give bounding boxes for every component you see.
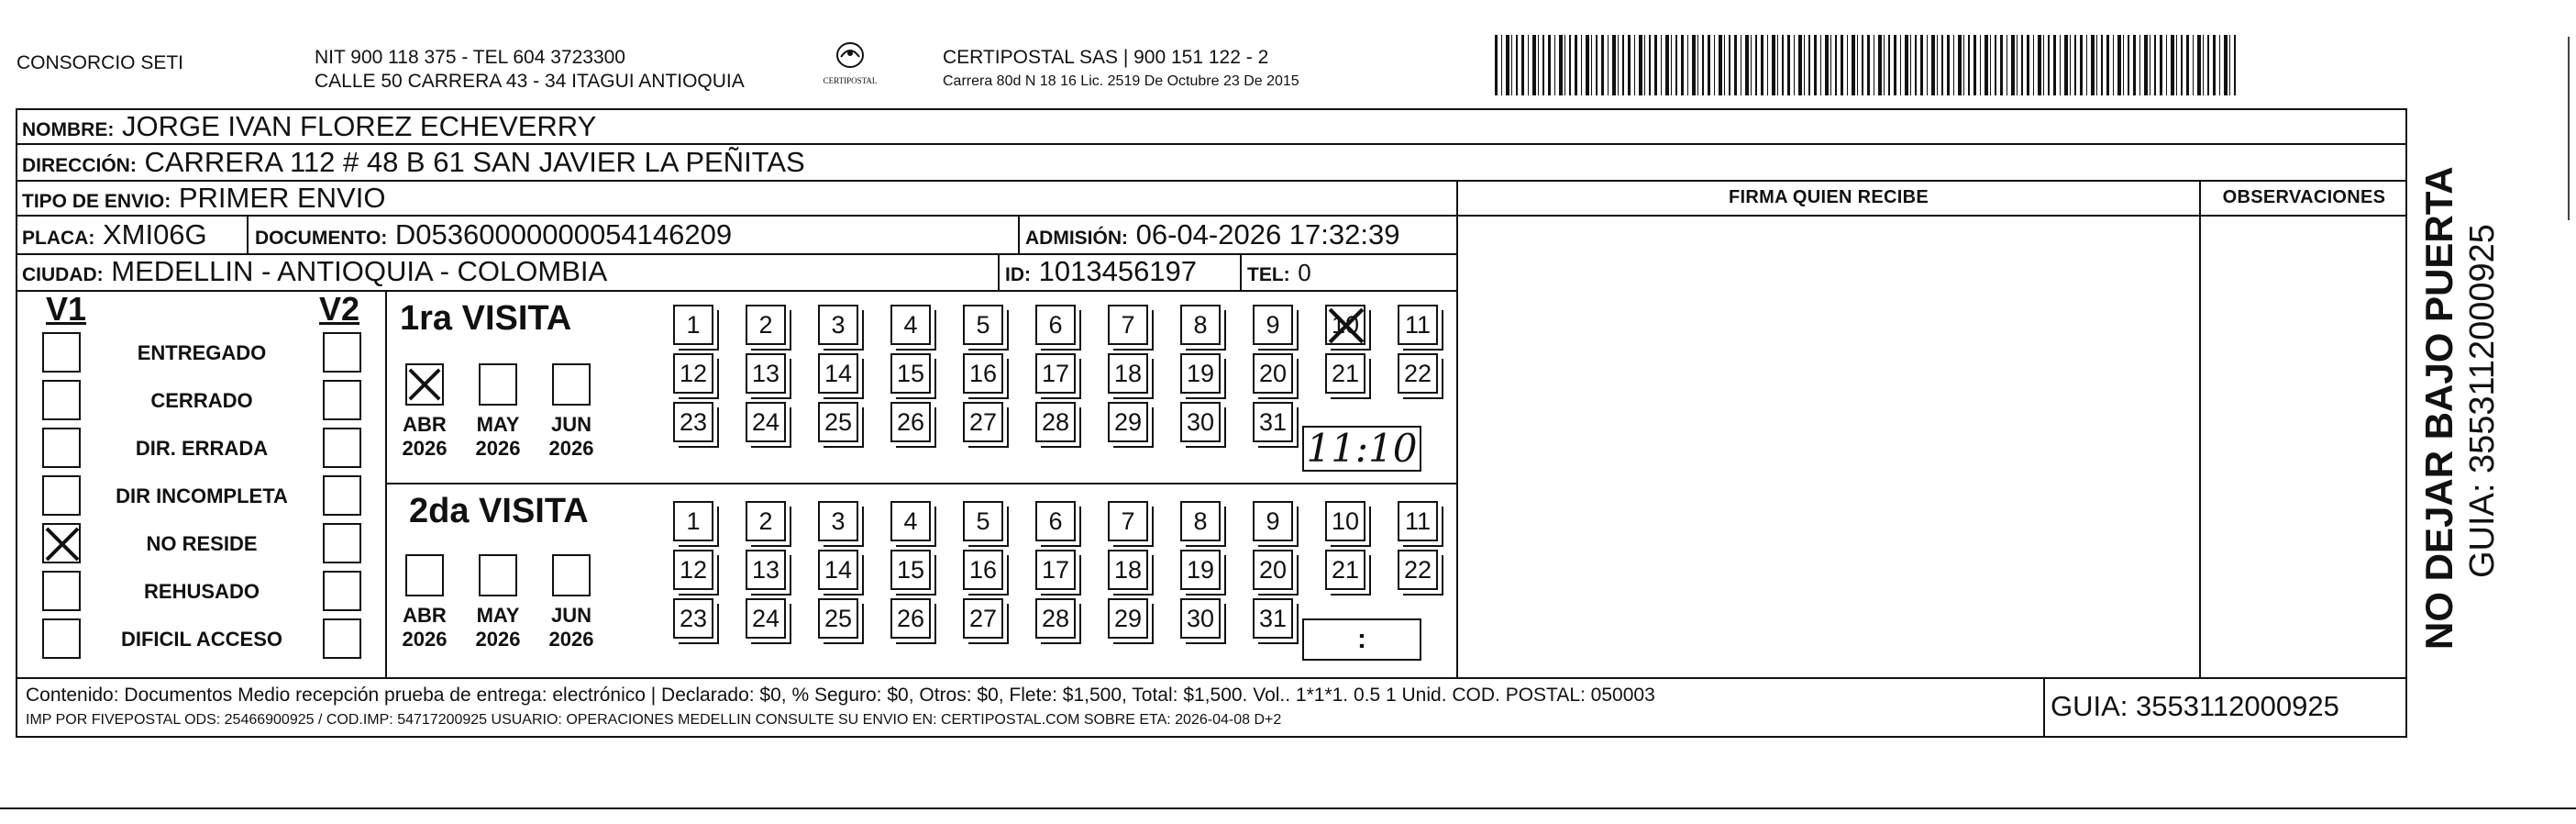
visit2-day-box[interactable]	[1180, 501, 1221, 541]
visit1-day-box[interactable]	[1108, 305, 1148, 345]
v2-checkbox[interactable]	[323, 475, 361, 516]
visit2-day-box[interactable]	[673, 550, 713, 590]
v2-checkbox[interactable]	[323, 332, 361, 373]
visit1-day-label: 16	[968, 360, 998, 387]
visit2-day-box[interactable]	[1108, 598, 1148, 639]
v1-label: V1	[46, 290, 87, 328]
visit1-day-label: 30	[1186, 408, 1215, 436]
v1-checkbox[interactable]	[42, 380, 81, 420]
visit2-day-label: 28	[1041, 605, 1070, 632]
visit2-day-box[interactable]	[818, 550, 858, 590]
visit1-month-box[interactable]	[479, 363, 517, 406]
admision-row	[1025, 219, 1399, 254]
id-label: ID:	[1005, 264, 1031, 285]
id-value: 1013456197	[1038, 255, 1198, 287]
visit1-day-box[interactable]	[1108, 402, 1148, 442]
tel-label: TEL:	[1247, 264, 1290, 285]
logo-text: CERTIPOSTAL	[823, 76, 878, 85]
ciudad-value: MEDELLIN - ANTIOQUIA - COLOMBIA	[111, 255, 608, 287]
visit2-day-label: 17	[1041, 556, 1070, 584]
visit1-day-box[interactable]	[1035, 353, 1076, 394]
visit1-day-box[interactable]	[1035, 305, 1076, 345]
visit1-day-box[interactable]	[963, 353, 1003, 394]
visit2-month-label: JUN	[550, 604, 591, 627]
visit2-day-label: 8	[1193, 507, 1208, 535]
visit1-day-label: 26	[896, 408, 925, 436]
visit1-time: 11:10	[1306, 426, 1418, 471]
visit1-day-box[interactable]	[1325, 353, 1365, 394]
visit2-day-label: 19	[1186, 556, 1215, 584]
company-name: CONSORCIO SETI	[17, 52, 184, 73]
visit1-day-label: 10	[1331, 311, 1360, 339]
visit1-day-box[interactable]	[890, 402, 931, 442]
tel-value: 0	[1298, 259, 1311, 286]
visit1-day-label: 21	[1331, 360, 1360, 387]
visit2-day-box[interactable]	[1325, 501, 1365, 541]
visit1-day-box[interactable]	[746, 402, 786, 442]
v1-checkbox[interactable]	[42, 475, 81, 516]
visit2-month-year: 2026	[402, 628, 448, 651]
visit2-day-label: 9	[1266, 507, 1280, 535]
visit1-day-label: 23	[679, 408, 708, 436]
direccion-row	[22, 147, 805, 182]
visit2-day-label: 15	[896, 556, 925, 584]
visit2-day-label: 12	[679, 556, 708, 584]
visit1-day-box[interactable]	[673, 353, 713, 394]
placa-value: XMI06G	[102, 218, 207, 251]
ciudad-row	[22, 256, 607, 291]
v2-checkbox[interactable]	[323, 523, 361, 563]
visit2-day-label: 26	[896, 605, 925, 632]
visit1-day-label: 5	[976, 311, 990, 339]
visit1-day-label: 18	[1113, 360, 1143, 387]
visit1-day-label: 25	[824, 408, 853, 436]
visit1-day-label: 27	[968, 408, 998, 436]
visit1-month-box[interactable]	[405, 363, 444, 406]
visit1-day-label: 20	[1258, 360, 1288, 387]
tipo-row	[22, 183, 385, 217]
visit2-day-label: 13	[751, 556, 780, 584]
v1-checkbox[interactable]	[42, 618, 81, 659]
visit2-day-box[interactable]	[963, 550, 1003, 590]
visit2-day-box[interactable]	[1108, 501, 1148, 541]
visit2-day-label: 10	[1331, 507, 1360, 535]
visit2-day-box[interactable]	[673, 501, 713, 541]
nombre-row	[22, 111, 596, 146]
visit2-day-label: 11	[1404, 507, 1432, 535]
visit2-day-label: 24	[751, 605, 780, 632]
v2-checkbox[interactable]	[323, 618, 361, 659]
visit1-day-label: 24	[751, 408, 780, 436]
v1-checkbox[interactable]	[42, 571, 81, 611]
placa-row	[22, 219, 207, 254]
placa-label: PLACA:	[22, 228, 95, 249]
visit1-day-box[interactable]	[890, 353, 931, 394]
visit2-month-label: ABR	[403, 604, 447, 627]
visit1-day-label: 17	[1041, 360, 1070, 387]
visit1-day-label: 6	[1048, 311, 1063, 339]
v1-checkbox[interactable]	[42, 428, 81, 468]
visit1-day-label: 29	[1113, 408, 1143, 436]
visit2-day-box[interactable]	[890, 550, 931, 590]
visit2-month-box[interactable]	[552, 554, 591, 596]
status-label: CERRADO	[150, 389, 253, 412]
tipo-label: TIPO DE ENVIO:	[22, 191, 171, 212]
visit1-month-year: 2026	[548, 437, 594, 460]
visit1-day-label: 8	[1193, 311, 1208, 339]
visit2-day-box[interactable]	[818, 501, 858, 541]
visit1-day-label: 14	[824, 360, 853, 387]
status-label: DIFICIL ACCESO	[120, 628, 282, 651]
visit1-day-box[interactable]	[1398, 353, 1438, 394]
visit1-day-box[interactable]	[1398, 305, 1438, 345]
visit1-month-label: ABR	[403, 413, 447, 436]
documento-label: DOCUMENTO:	[255, 228, 388, 249]
visit1-day-box[interactable]	[1325, 305, 1365, 345]
v2-label: V2	[319, 290, 360, 328]
certipostal-line1: CERTIPOSTAL SAS | 900 151 122 - 2	[943, 47, 1269, 68]
visit2-day-label: 21	[1331, 556, 1360, 584]
visit2-day-box[interactable]	[1180, 598, 1221, 639]
visit1-day-label: 19	[1186, 360, 1215, 387]
side-warning: NO DEJAR BAJO PUERTA	[2417, 166, 2460, 650]
visit1-day-box[interactable]	[746, 353, 786, 394]
visit1-month-year: 2026	[402, 437, 448, 460]
certipostal-line2: Carrera 80d N 18 16 Lic. 2519 De Octubre 23 De 2015	[943, 73, 1299, 89]
visit1-day-label: 1	[686, 311, 701, 339]
visit1-day-label: 7	[1121, 311, 1135, 339]
visit2-day-label: 18	[1113, 556, 1143, 584]
visit2-month-label: MAY	[476, 604, 520, 627]
v2-checkbox[interactable]	[323, 380, 361, 420]
visit1-day-box[interactable]	[818, 402, 858, 442]
v2-checkbox[interactable]	[323, 571, 361, 611]
visit2-day-label: 4	[903, 507, 918, 535]
visit1-day-label: 31	[1258, 408, 1288, 436]
visit1-day-box[interactable]	[818, 353, 858, 394]
visit1-day-label: 3	[831, 311, 846, 339]
firma-header: FIRMA QUIEN RECIBE	[1729, 187, 1929, 207]
visit1-day-label: 9	[1266, 311, 1280, 339]
visit2-time-box[interactable]	[1302, 618, 1421, 661]
visit1-day-box[interactable]	[1035, 402, 1076, 442]
visit2-day-label: 16	[968, 556, 998, 584]
footer-content: Contenido: Documentos Medio recepción prueba de entrega: electrónico | Declarado: $0, % Seguro: $0, Otros: $0, Flete: $1,500, Total: $1,500. Vol.. 1*1*1. 0.5 1 Unid. COD. POSTAL: 050003	[26, 685, 1655, 706]
visit2-day-box[interactable]	[746, 550, 786, 590]
visit2-day-label: 29	[1113, 605, 1143, 632]
visit2-month-year: 2026	[548, 628, 594, 651]
visit2-day-label: 7	[1121, 507, 1135, 535]
visit1-day-label: 2	[758, 311, 773, 339]
footer-guia: GUIA: 3553112000925	[2051, 690, 2339, 722]
visit2-day-box[interactable]	[963, 501, 1003, 541]
visit1-month-year: 2026	[475, 437, 521, 460]
v2-checkbox[interactable]	[323, 428, 361, 468]
visit2-time: :	[1357, 624, 1366, 654]
visit1-month-label: JUN	[550, 413, 591, 436]
visit1-day-box[interactable]	[1180, 305, 1221, 345]
visit1-day-box[interactable]	[963, 402, 1003, 442]
visit2-day-box[interactable]	[1108, 550, 1148, 590]
visit1-day-box[interactable]	[746, 305, 786, 345]
visit1-day-label: 4	[903, 311, 918, 339]
nit-tel: NIT 900 118 375 - TEL 604 3723300	[315, 47, 625, 68]
tel-row	[1247, 256, 1311, 291]
visit1-day-label: 13	[751, 360, 780, 387]
tipo-value: PRIMER ENVIO	[178, 182, 386, 214]
visit2-day-box[interactable]	[890, 501, 931, 541]
visit2-day-label: 25	[824, 605, 853, 632]
visit1-day-box[interactable]	[890, 305, 931, 345]
visit2-day-label: 3	[831, 507, 846, 535]
visit2-day-box[interactable]	[746, 501, 786, 541]
visit2-day-label: 23	[679, 605, 708, 632]
visit1-day-label: 12	[679, 360, 708, 387]
visit1-day-box[interactable]	[1253, 305, 1293, 345]
visit2-day-box[interactable]	[1035, 501, 1076, 541]
visit2-day-box[interactable]	[1398, 501, 1438, 541]
visit1-day-box[interactable]	[1108, 353, 1148, 394]
side-guia: GUIA: 3553112000925	[2463, 224, 2502, 578]
documento-value: D05360000000054146209	[394, 218, 733, 251]
visit1-day-label: 22	[1403, 360, 1432, 387]
visit2-day-box[interactable]	[1398, 550, 1438, 590]
visit1-day-label: 28	[1041, 408, 1070, 436]
visit1-title: 1ra VISITA	[400, 299, 572, 338]
visit1-day-box[interactable]	[818, 305, 858, 345]
visit2-month-box[interactable]	[405, 554, 444, 596]
visit2-day-label: 14	[824, 556, 853, 584]
visit1-day-box[interactable]	[1180, 353, 1221, 394]
status-label: DIR INCOMPLETA	[116, 484, 288, 507]
visit1-day-box[interactable]	[1253, 402, 1293, 442]
visit2-title: 2da VISITA	[409, 492, 589, 530]
visit2-day-box[interactable]	[1035, 598, 1076, 639]
visit2-day-box[interactable]	[818, 598, 858, 639]
v1-checkbox[interactable]	[42, 523, 81, 563]
v1-checkbox[interactable]	[42, 332, 81, 373]
visit2-day-label: 27	[968, 605, 998, 632]
footer-print-info: IMP POR FIVEPOSTAL ODS: 25466900925 / COD.IMP: 54717200925 USUARIO: OPERACIONES MEDELLIN CONSULTE SU ENVIO EN: CERTIPOSTAL.COM SOBRE ETA: 2026-04-08 D+2	[26, 712, 1282, 728]
visit1-day-box[interactable]	[1253, 353, 1293, 394]
visit2-day-label: 22	[1403, 556, 1432, 584]
visit2-day-label: 1	[686, 507, 701, 535]
visit1-day-box[interactable]	[673, 305, 713, 345]
direccion-value: CARRERA 112 # 48 B 61 SAN JAVIER LA PEÑITAS	[144, 146, 805, 178]
visit1-day-box[interactable]	[673, 402, 713, 442]
visit2-day-box[interactable]	[963, 598, 1003, 639]
visit2-day-box[interactable]	[1253, 598, 1293, 639]
documento-row	[255, 219, 732, 254]
visit1-day-box[interactable]	[963, 305, 1003, 345]
direccion-label: DIRECCIÓN:	[22, 155, 137, 176]
visit2-day-box[interactable]	[1253, 550, 1293, 590]
admision-label: ADMISIÓN:	[1025, 228, 1128, 249]
observaciones-header: OBSERVACIONES	[2222, 187, 2386, 207]
logo-icon	[834, 40, 867, 72]
visit2-day-box[interactable]	[1325, 550, 1365, 590]
visit1-day-box[interactable]	[1180, 402, 1221, 442]
admision-value: 06-04-2026 17:32:39	[1135, 218, 1400, 251]
status-label: REHUSADO	[144, 580, 260, 603]
visit1-month-label: MAY	[476, 413, 520, 436]
visit2-day-box[interactable]	[673, 598, 713, 639]
visit2-day-label: 6	[1048, 507, 1063, 535]
visit1-month-box[interactable]	[552, 363, 591, 406]
nombre-label: NOMBRE:	[22, 119, 115, 140]
visit2-day-box[interactable]	[890, 598, 931, 639]
status-label: ENTREGADO	[137, 341, 267, 364]
visit1-time-box[interactable]	[1302, 426, 1421, 472]
ciudad-label: CIUDAD:	[22, 264, 104, 285]
visit2-day-label: 5	[976, 507, 990, 535]
visit1-day-label: 15	[896, 360, 925, 387]
visit2-month-year: 2026	[475, 628, 521, 651]
visit2-day-box[interactable]	[1035, 550, 1076, 590]
visit1-day-mark	[1327, 306, 1367, 347]
company-address: CALLE 50 CARRERA 43 - 34 ITAGUI ANTIOQUIA	[315, 71, 745, 92]
visit2-day-label: 20	[1258, 556, 1288, 584]
visit2-day-box[interactable]	[746, 598, 786, 639]
visit2-day-box[interactable]	[1180, 550, 1221, 590]
visit2-day-label: 2	[758, 507, 773, 535]
barcode	[1495, 35, 2239, 95]
visit1-day-label: 11	[1404, 311, 1432, 339]
visit2-day-box[interactable]	[1253, 501, 1293, 541]
id-row	[1005, 256, 1197, 291]
certipostal-logo	[818, 40, 882, 85]
visit2-day-label: 30	[1186, 605, 1215, 632]
visit2-month-box[interactable]	[479, 554, 517, 596]
visit2-day-label: 31	[1258, 605, 1288, 632]
status-label: DIR. ERRADA	[135, 437, 269, 460]
nombre-value: JORGE IVAN FLOREZ ECHEVERRY	[121, 110, 597, 142]
status-label: NO RESIDE	[146, 532, 258, 555]
